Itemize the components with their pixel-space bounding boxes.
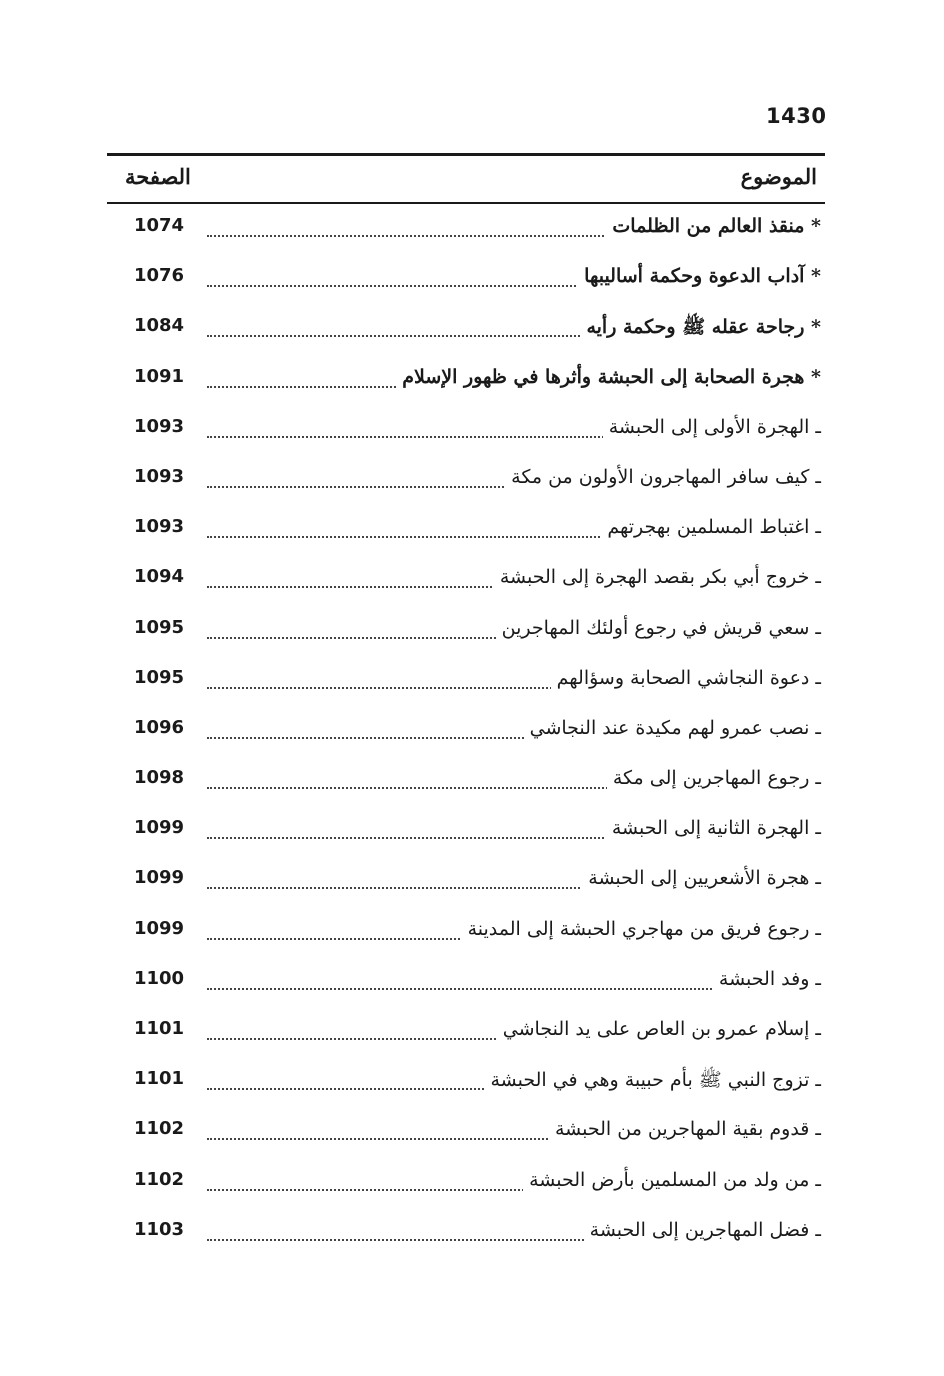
toc-entry-title: ـ من ولد من المسلمين بأرض الحبشة xyxy=(523,1169,821,1191)
toc-entry-page: 1093 xyxy=(133,415,185,437)
toc-row xyxy=(107,1010,825,1060)
toc-entry-page: 1095 xyxy=(133,666,185,688)
toc-entry-title: ـ الهجرة الأولى إلى الحبشة xyxy=(603,416,821,438)
toc-entry-title: ـ قدوم بقية المهاجرين من الحبشة xyxy=(549,1118,821,1140)
toc-entry-title: ـ رجوع فريق من مهاجري الحبشة إلى المدينة xyxy=(462,918,821,940)
toc-entry-title: ـ سعي قريش في رجوع أولئك المهاجرين xyxy=(496,617,821,639)
toc-entry-page: 1093 xyxy=(133,465,185,487)
page-number: 1430 xyxy=(766,104,827,128)
toc-row xyxy=(107,508,825,558)
toc-row xyxy=(107,358,825,408)
toc-row xyxy=(107,307,825,357)
toc-entry-title: ـ كيف سافر المهاجرون الأولون من مكة xyxy=(505,466,821,488)
toc-entry-page: 1093 xyxy=(133,516,185,538)
toc-entry-title: * هجرة الصحابة إلى الحبشة وأثرها في ظهور الإسلام xyxy=(396,366,821,388)
toc-entry-title: ـ الهجرة الثانية إلى الحبشة xyxy=(606,817,821,839)
toc-entry-title: ـ فضل المهاجرين إلى الحبشة xyxy=(584,1219,821,1241)
toc-row xyxy=(107,558,825,608)
toc-entry-title: ـ هجرة الأشعريين إلى الحبشة xyxy=(582,867,821,889)
toc-entry-title: ـ اغتباط المسلمين بهجرتهم xyxy=(601,516,821,538)
toc-entry-title: ـ خروج أبي بكر بقصد الهجرة إلى الحبشة xyxy=(494,566,821,588)
topic-column-heading: الموضوع xyxy=(740,164,817,189)
toc-entry-title: ـ رجوع المهاجرين إلى مكة xyxy=(607,767,821,789)
toc-row xyxy=(107,207,825,257)
toc-row xyxy=(107,1060,825,1110)
toc-entry-page: 1101 xyxy=(133,1018,185,1039)
toc-row xyxy=(107,960,825,1010)
toc-entry-title: ـ دعوة النجاشي الصحابة وسؤالهم xyxy=(551,667,821,689)
toc-entry-page: 1094 xyxy=(133,566,185,588)
toc-row xyxy=(107,257,825,307)
toc-entry-title: * منقذ العالم من الظلمات xyxy=(606,215,821,237)
toc-entry-title: * آداب الدعوة وحكمة أساليبها xyxy=(578,265,821,287)
toc-row xyxy=(107,809,825,859)
toc-header xyxy=(107,156,825,202)
toc-entry-title: ـ وفد الحبشة xyxy=(713,968,821,990)
toc-entry-page: 1099 xyxy=(133,867,185,889)
toc-entry-page: 1084 xyxy=(133,315,185,337)
table-of-contents xyxy=(107,207,825,1261)
toc-row xyxy=(107,458,825,508)
toc-row xyxy=(107,1161,825,1211)
toc-entry-title: ـ تزوج النبي ﷺ بأم حبيبة وهي في الحبشة xyxy=(484,1068,821,1096)
toc-entry-page: 1099 xyxy=(133,917,185,939)
toc-entry-page: 1096 xyxy=(133,716,185,738)
toc-row xyxy=(107,1110,825,1160)
toc-row xyxy=(107,759,825,809)
toc-entry-title: * رجاحة عقله ﷺ وحكمة رأيه xyxy=(580,315,821,343)
toc-row xyxy=(107,1211,825,1261)
toc-entry-page: 1074 xyxy=(133,215,185,236)
toc-entry-title: ـ نصب عمرو لهم مكيدة عند النجاشي xyxy=(524,717,821,739)
toc-entry-page: 1100 xyxy=(133,967,185,989)
header-bottom-rule xyxy=(107,202,825,204)
toc-entry-page: 1095 xyxy=(133,616,185,638)
toc-entry-page: 1076 xyxy=(133,265,185,287)
toc-entry-page: 1101 xyxy=(133,1068,185,1090)
toc-row xyxy=(107,709,825,759)
toc-row xyxy=(107,609,825,659)
toc-entry-page: 1103 xyxy=(133,1218,185,1240)
toc-row xyxy=(107,659,825,709)
page-column-heading: الصفحة xyxy=(125,164,191,189)
toc-row xyxy=(107,910,825,960)
toc-entry-page: 1099 xyxy=(133,817,185,839)
toc-entry-page: 1102 xyxy=(133,1118,185,1140)
toc-entry-page: 1091 xyxy=(133,365,185,387)
toc-entry-page: 1102 xyxy=(133,1168,185,1190)
toc-entry-page: 1098 xyxy=(133,767,185,789)
toc-entry-title: ـ إسلام عمرو بن العاص على يد النجاشي xyxy=(497,1018,821,1040)
toc-row xyxy=(107,859,825,909)
toc-row xyxy=(107,408,825,458)
